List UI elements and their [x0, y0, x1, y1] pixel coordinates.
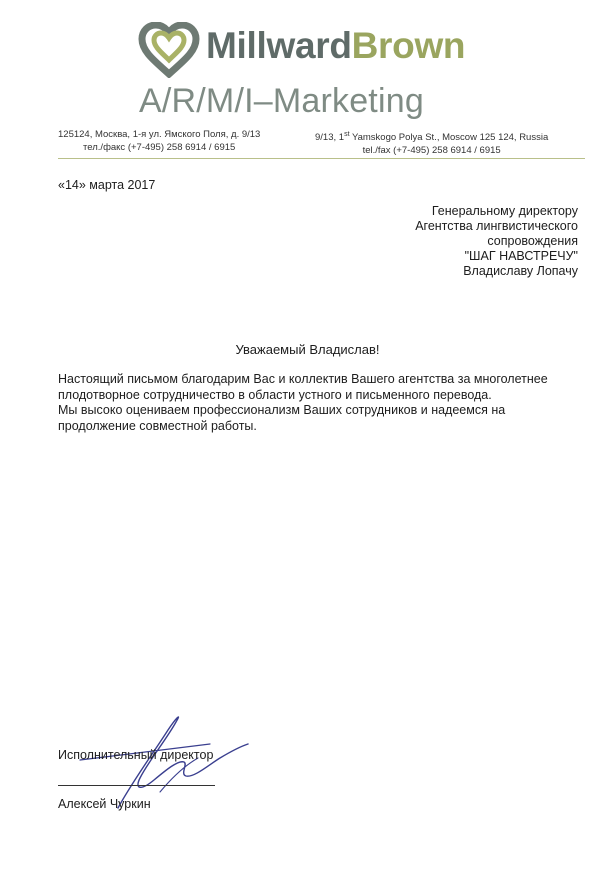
header-divider [58, 158, 585, 159]
address-english-line1-prefix: 9/13, 1 [315, 132, 345, 144]
recipient-line: сопровождения [487, 234, 578, 248]
address-russian-line2: тел./факс (+7-495) 258 6914 / 6915 [83, 142, 236, 153]
brand-name-part1: Millward [206, 25, 352, 66]
recipient-line: Владиславу Лопачу [463, 264, 578, 278]
brand-name-part2: Brown [351, 25, 466, 66]
signer-title: Исполнительный директор [58, 748, 214, 762]
address-english-line2: tel./fax (+7-495) 258 6914 / 6915 [362, 145, 501, 157]
salutation: Уважаемый Владислав! [235, 342, 380, 357]
signature-line [58, 785, 215, 786]
recipient-line: "ШАГ НАВСТРЕЧУ" [464, 249, 578, 263]
recipient-line: Генеральному директору [431, 204, 578, 218]
address-russian [58, 128, 260, 154]
address-english-line1 [315, 128, 548, 144]
signer-name: Алексей Чуркин [58, 797, 151, 811]
recipient-block [415, 204, 578, 279]
recipient-line: Агентства лингвистического [415, 219, 578, 233]
millward-brown-logo-icon [138, 22, 200, 78]
address-english-line1-suffix: Yamskogo Polya St., Moscow 125 124, Russia [349, 132, 549, 144]
brand-name [206, 26, 465, 66]
body-paragraph: Настоящий письмом благодарим Вас и коллектив Вашего агентства за многолетнее плодотворное сотрудничество в области устного и письменного перевода. [58, 372, 548, 402]
address-english [315, 128, 548, 157]
subbrand-name: A/R/M/I–Marketing [139, 82, 424, 120]
address-english-line1-sup: st [344, 131, 350, 138]
letter-date: «14» марта 2017 [58, 178, 156, 192]
body-paragraph: Мы высоко оцениваем профессионализм Ваших сотрудников и надеемся на продолжение совместной работы. [58, 403, 506, 433]
address-russian-line1: 125124, Москва, 1-я ул. Ямского Поля, д. 9/13 [58, 129, 261, 140]
letter-body [58, 372, 578, 434]
